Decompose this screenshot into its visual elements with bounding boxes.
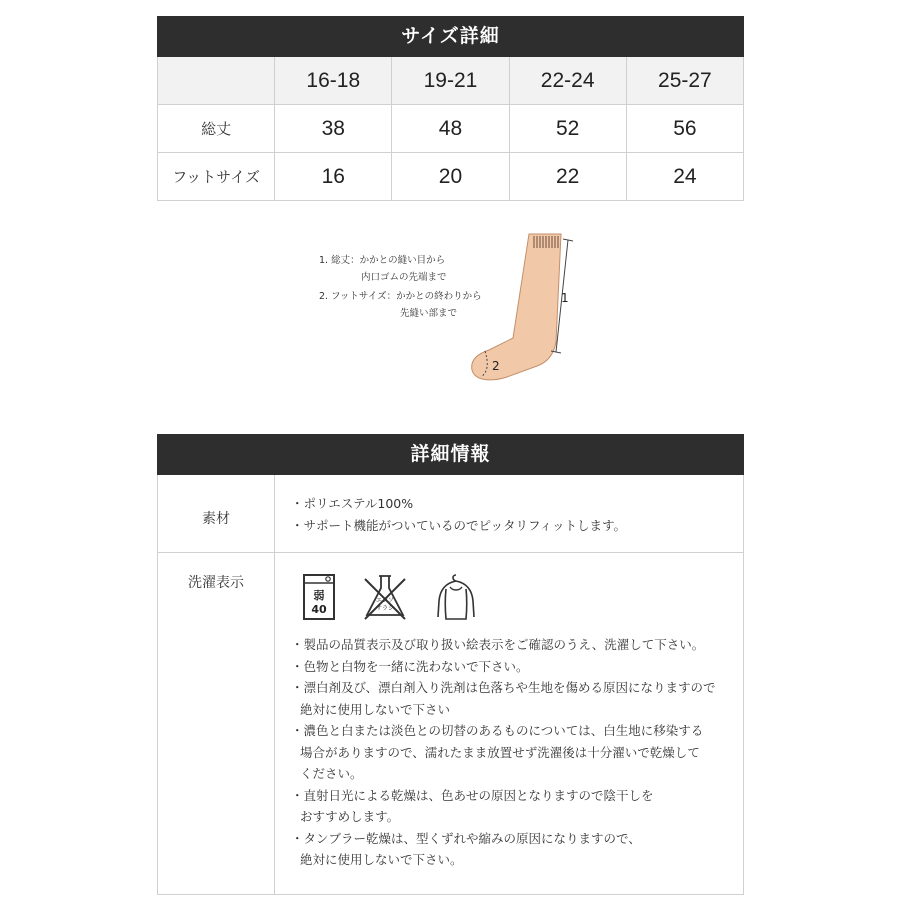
bleach-text-top: エンソ [375,597,395,604]
size-details-header: サイズ詳細 [157,16,744,57]
size-value: 38 [275,105,392,153]
material-label-cell [158,475,275,553]
measurement-note-1: 1. 総丈：かかとの縫い目から [319,255,446,266]
washing-instruction-line: ・濃色と白または淡色との切替のあるものについては、白生地に移染する [291,723,704,738]
washing-instruction-line: ・直射日光による乾燥は、色あせの原因となりますので陰干しを [291,787,654,803]
bleach-text-bottom: サラシ [375,605,395,612]
marker-2: 2 [492,359,500,373]
size-value: 56 [626,105,743,153]
sock-icon [472,234,561,380]
washing-label: 洗濯表示 [188,575,244,591]
size-table-header-row [158,57,744,105]
washing-instruction-line: ・製品の品質表示及び取り扱い絵表示をご確認のうえ、洗濯して下さい。 [291,637,705,652]
no-bleach-icon [362,573,408,621]
hang-dry-icon [434,573,478,623]
size-value: 16 [275,153,392,201]
size-column-header: 25-27 [626,57,743,105]
size-value: 20 [392,153,509,201]
measurement-note-2: 2. フットサイズ：かかとの終わりから [319,291,482,302]
size-value: 24 [626,153,743,201]
wash-temperature-text: 40 [311,603,327,616]
size-column-header: 22-24 [509,57,626,105]
material-content-cell [275,475,744,553]
washing-instruction-line: 場合がありますので、濡れたまま放置せず洗濯後は十分濯いで乾燥して [300,744,700,760]
washing-instruction-line: ・漂白剤及び、漂白剤入り洗剤は色落ちや生地を傷める原因になりますので [291,680,716,695]
detail-table [157,475,744,895]
row-label-total-length: 総丈 [158,105,275,153]
material-label: 素材 [202,511,230,527]
table-row [158,153,744,201]
table-row [158,105,744,153]
washing-instruction-line: ・色物と白物を一緒に洗わないで下さい。 [291,658,529,674]
washing-instruction-line: ・タンブラー乾燥は、型くずれや縮みの原因になりますので、 [291,830,641,846]
size-column-header: 19-21 [392,57,509,105]
size-table [157,57,744,201]
size-value: 22 [509,153,626,201]
size-value: 48 [392,105,509,153]
washing-instruction-line: ください。 [300,766,363,781]
measurement-note-1-continued: 内口ゴムの先端まで [361,272,447,283]
size-column-header: 16-18 [275,57,392,105]
wash-tub-icon [302,573,336,621]
washing-instruction-line: おすすめします。 [300,809,400,824]
care-icons [275,553,743,628]
sock-measurement-diagram [455,230,585,390]
size-value: 52 [509,105,626,153]
wash-strength-text: 弱 [313,589,325,602]
washing-instruction-line: 絶対に使用しないで下さい。 [300,852,463,867]
detail-info-header: 詳細情報 [157,434,744,475]
material-line: ・ポリエステル100% [291,496,414,511]
measurement-note-2-continued: 先縫い部まで [400,308,458,319]
marker-1: 1 [561,291,569,305]
row-label-foot-size: フットサイズ [158,153,275,201]
washing-content-cell [275,553,744,895]
washing-label-cell [158,553,275,895]
size-table-corner-cell [158,57,275,105]
table-row [158,475,744,553]
washing-instruction-line: 絶対に使用しないで下さい [300,701,451,717]
material-line: ・サポート機能がついているのでピッタリフィットします。 [291,517,627,533]
table-row [158,553,744,895]
